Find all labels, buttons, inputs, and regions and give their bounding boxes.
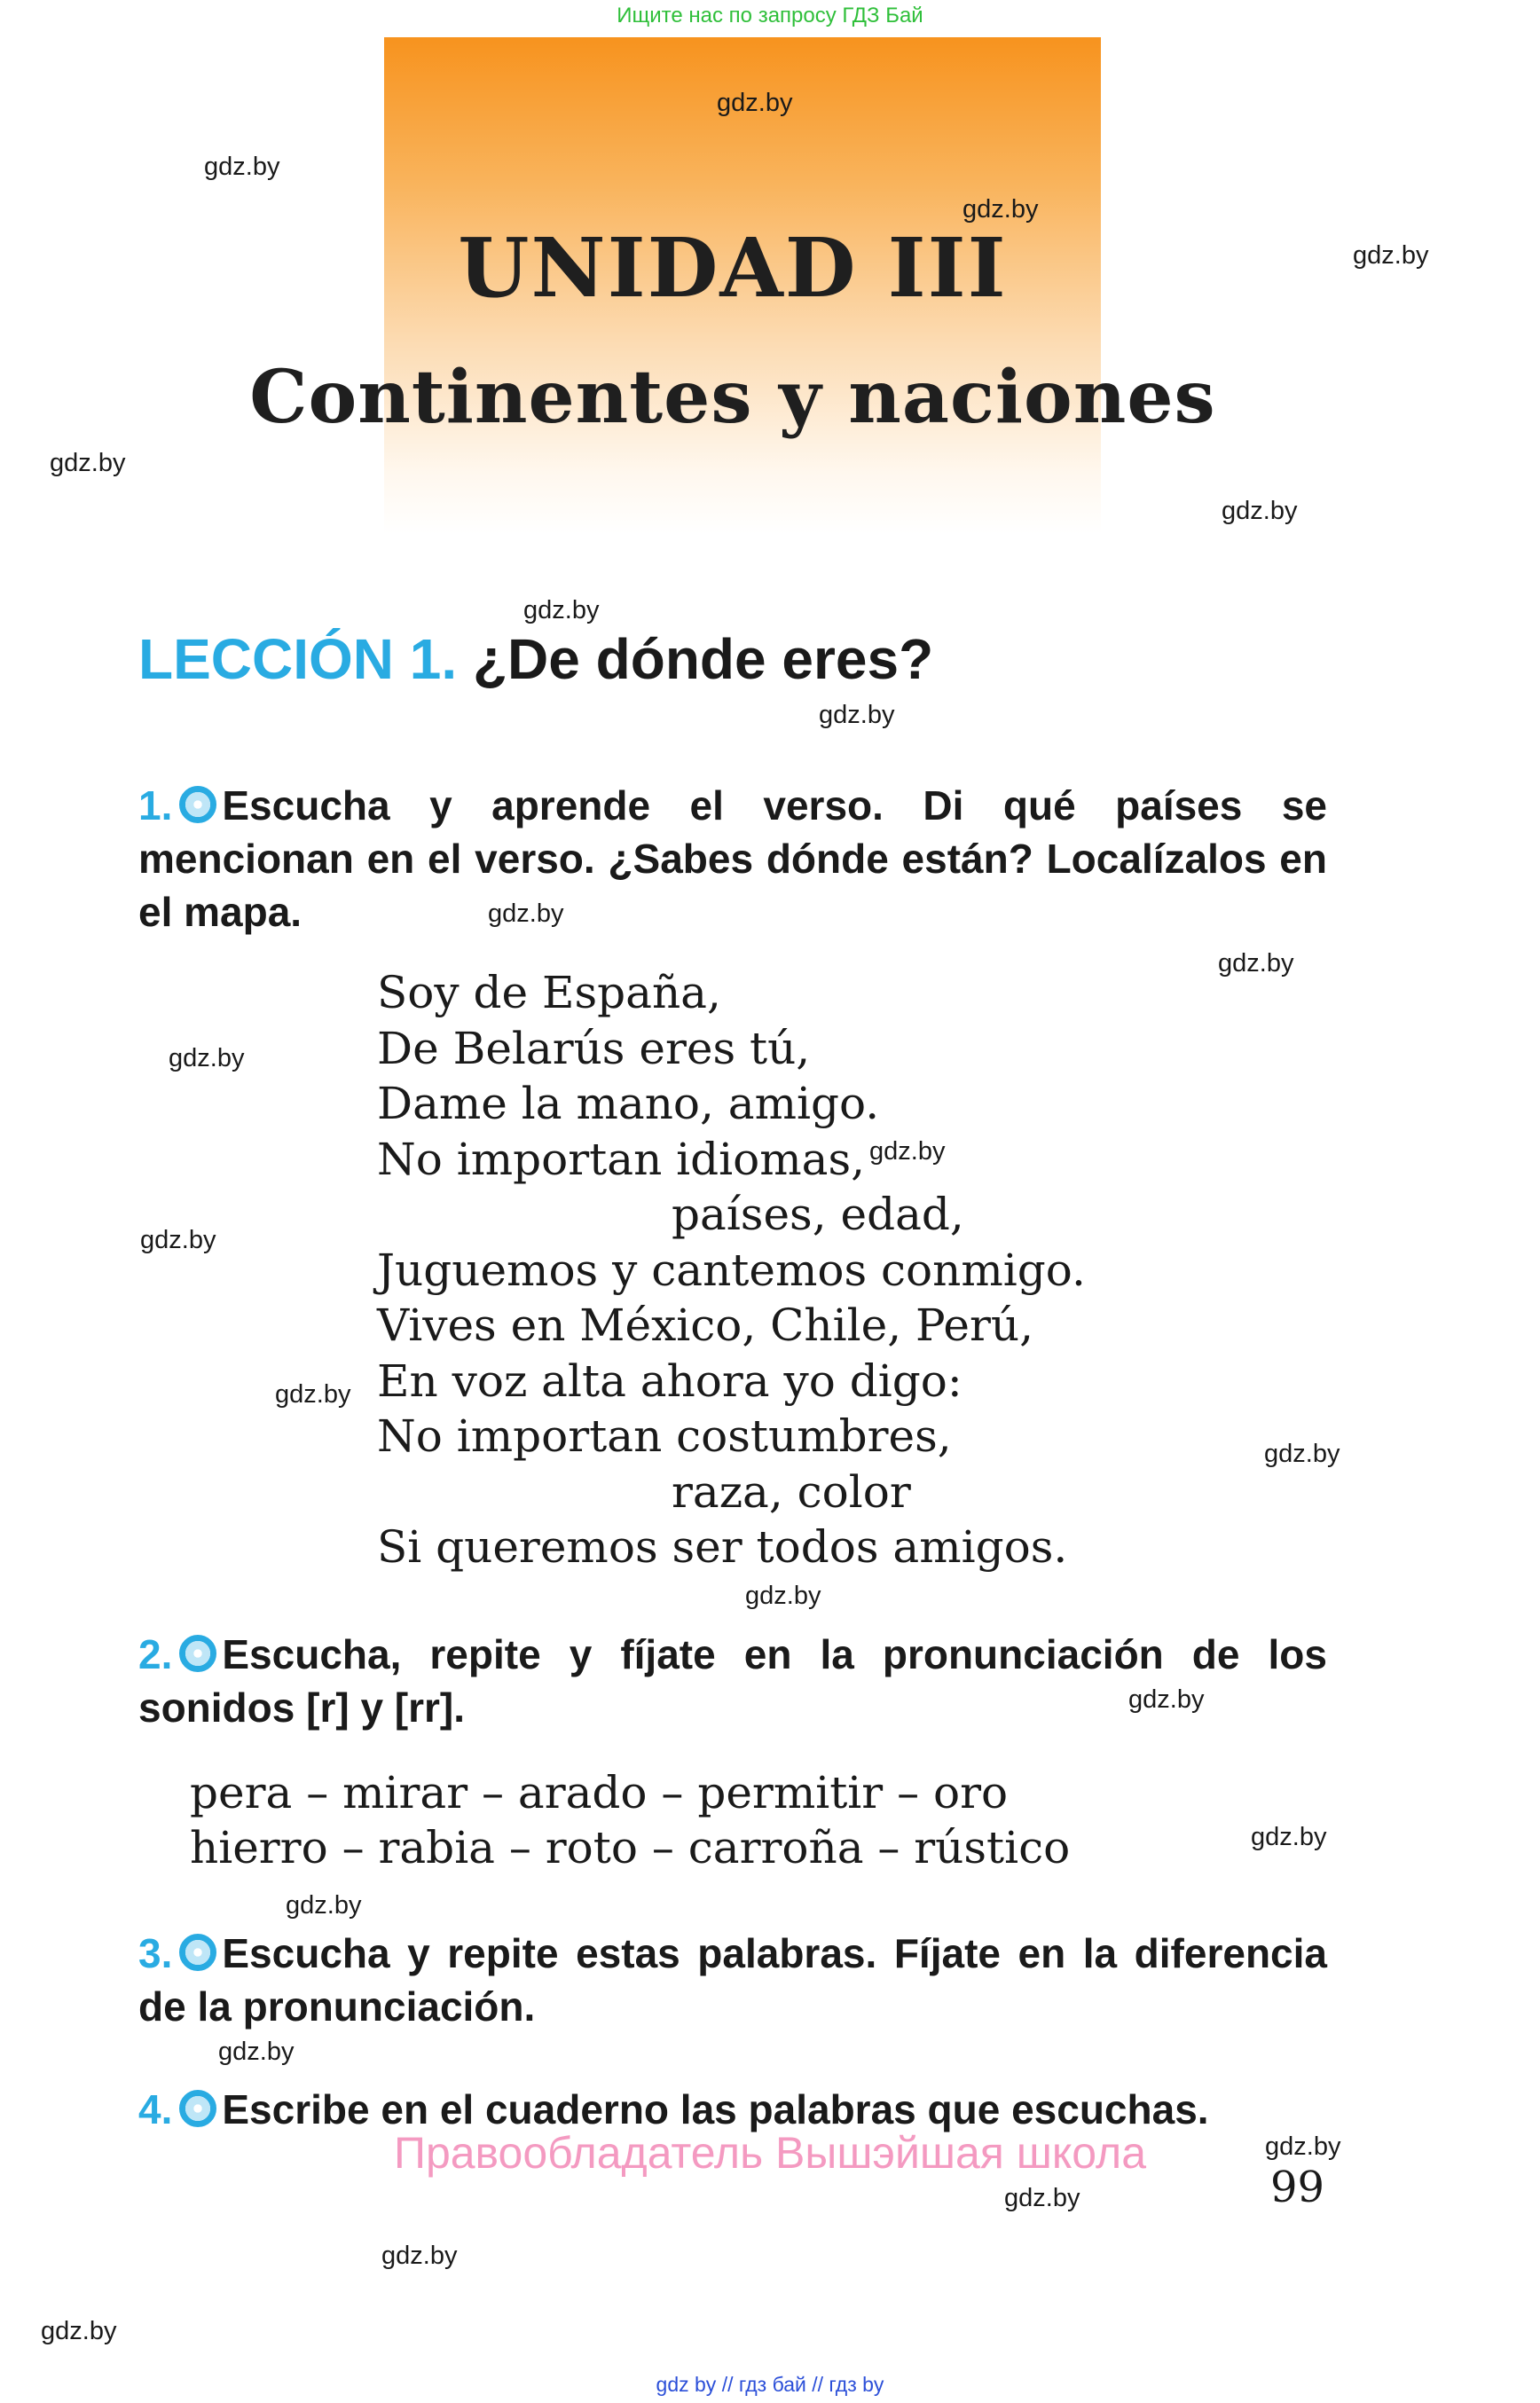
watermark: gdz.by bbox=[1265, 2132, 1341, 2161]
watermark: gdz.by bbox=[381, 2242, 458, 2270]
watermark: gdz.by bbox=[962, 195, 1039, 224]
poem-line: No importan costumbres, bbox=[377, 1410, 952, 1462]
exercise-3 bbox=[138, 1927, 1327, 2033]
exercise-number: 1. bbox=[138, 782, 173, 828]
exercise-text: Escucha y aprende el verso. Di qué países se mencionan en el verso. ¿Sabes dónde están? Localízalos en el mapa. bbox=[138, 782, 1327, 935]
exercise-1 bbox=[138, 779, 1327, 938]
watermark: gdz.by bbox=[488, 899, 564, 928]
audio-cd-icon[interactable] bbox=[179, 1934, 216, 1971]
watermark: gdz.by bbox=[41, 2317, 117, 2345]
exercise-number: 3. bbox=[138, 1930, 173, 1976]
watermark: gdz.by bbox=[869, 1137, 946, 1166]
unit-title: UNIDAD III bbox=[458, 220, 1008, 316]
exercise-number: 2. bbox=[138, 1631, 173, 1677]
watermark: gdz.by bbox=[1353, 241, 1429, 270]
audio-cd-icon[interactable] bbox=[179, 2090, 216, 2127]
watermark: gdz.by bbox=[1128, 1685, 1205, 1714]
watermark: gdz.by bbox=[523, 596, 600, 624]
poem-line: En voz alta ahora yo digo: bbox=[377, 1355, 962, 1407]
page-number: 99 bbox=[1270, 2163, 1325, 2212]
exercise-text: Escucha y repite estas palabras. Fíjate en la diferencia de la pronunciación. bbox=[138, 1930, 1327, 2030]
exercise-text: Escucha, repite y fíjate en la pronunciación de los sonidos [r] y [rr]. bbox=[138, 1631, 1327, 1731]
footer-links[interactable]: gdz by // гдз бай // гдз by bbox=[656, 2373, 884, 2396]
unit-subtitle: Continentes y naciones bbox=[249, 355, 1216, 440]
exercise-text: Escribe en el cuaderno las palabras que escuchas. bbox=[222, 2086, 1209, 2132]
poem-line: países, edad, bbox=[672, 1189, 964, 1240]
pronunciation-words bbox=[190, 1765, 1070, 1875]
watermark: gdz.by bbox=[286, 1891, 362, 1920]
watermark: gdz.by bbox=[218, 2038, 295, 2066]
exercise-2 bbox=[138, 1628, 1327, 1734]
watermark: gdz.by bbox=[1222, 497, 1298, 525]
poem-line: Dame la mano, amigo. bbox=[377, 1078, 880, 1129]
poem-line: Vives en México, Chile, Perú, bbox=[377, 1300, 1033, 1351]
watermark: gdz.by bbox=[717, 89, 793, 117]
word-line: pera – mirar – arado – permitir – oro bbox=[190, 1767, 1009, 1818]
watermark: gdz.by bbox=[1251, 1823, 1327, 1851]
watermark: gdz.by bbox=[50, 449, 126, 477]
copyright-notice: Правообладатель Вышэйшая школа bbox=[394, 2128, 1146, 2178]
watermark: gdz.by bbox=[1218, 949, 1294, 978]
lesson-number: LECCIÓN 1. bbox=[138, 627, 458, 691]
poem-line: Juguemos y cantemos conmigo. bbox=[377, 1244, 1086, 1296]
watermark: gdz.by bbox=[140, 1226, 216, 1254]
poem bbox=[377, 965, 1086, 1575]
lesson-heading bbox=[138, 626, 933, 692]
poem-line: raza, color bbox=[672, 1465, 911, 1518]
poem-line: De Belarús eres tú, bbox=[377, 1022, 811, 1074]
poem-line: No importan idiomas, bbox=[377, 1133, 866, 1185]
exercise-number: 4. bbox=[138, 2086, 173, 2132]
lesson-title: ¿De dónde eres? bbox=[472, 627, 934, 691]
watermark: gdz.by bbox=[1004, 2184, 1080, 2212]
poem-line: Si queremos ser todos amigos. bbox=[377, 1521, 1068, 1573]
watermark: gdz.by bbox=[1264, 1440, 1340, 1468]
watermark: gdz.by bbox=[275, 1380, 351, 1409]
watermark: gdz.by bbox=[745, 1582, 821, 1610]
watermark: gdz.by bbox=[169, 1044, 245, 1072]
top-search-note: Ищите нас по запросу ГДЗ Бай bbox=[617, 4, 923, 27]
watermark: gdz.by bbox=[204, 153, 280, 181]
poem-line: Soy de España, bbox=[377, 967, 721, 1018]
audio-cd-icon[interactable] bbox=[179, 786, 216, 823]
word-line: hierro – rabia – roto – carroña – rústico bbox=[190, 1822, 1071, 1873]
audio-cd-icon[interactable] bbox=[179, 1635, 216, 1672]
watermark: gdz.by bbox=[819, 701, 895, 729]
